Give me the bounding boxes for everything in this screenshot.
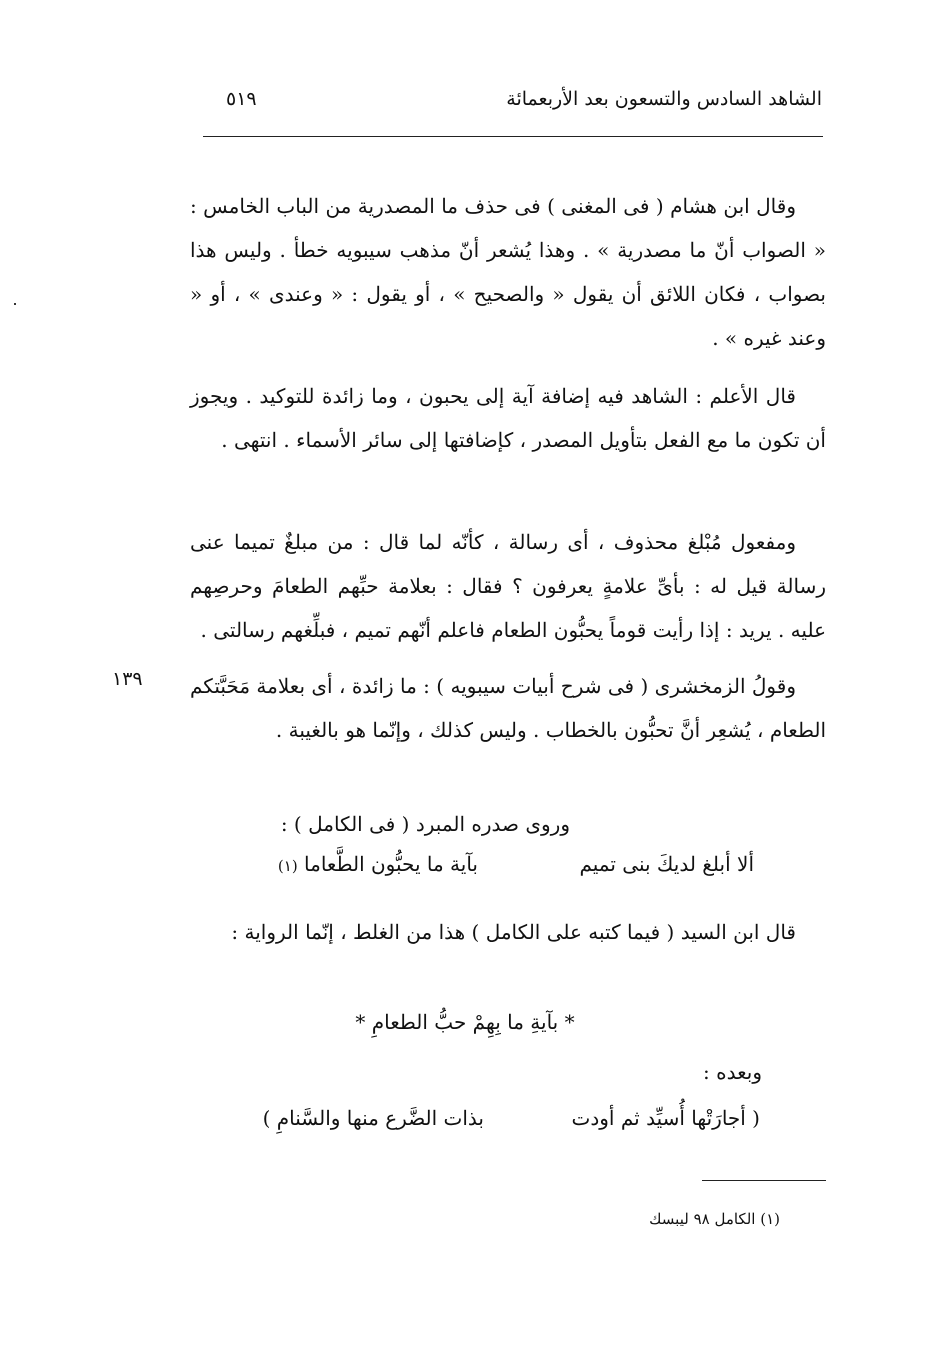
verse-hemistich-first: ألا أبلغ لديكَ بنى تميم <box>579 852 754 876</box>
footnote-marker: (١) <box>277 857 298 875</box>
verse-hemistich-second: بذات الضَّرع منها والسَّنامِ ) <box>262 1106 484 1130</box>
paragraph-mubligh <box>190 520 826 652</box>
footnote-divider <box>702 1180 826 1181</box>
paragraph-ibn-hisham <box>190 184 826 360</box>
paragraph-text: قال ابن السيد ( فيما كتبه على الكامل ) هذا من الغلط ، إنّما الرواية : <box>231 920 796 944</box>
header-divider <box>203 136 823 137</box>
scan-speck <box>14 303 16 305</box>
following-verse-intro: وبعده : <box>703 1060 762 1084</box>
page-number: ٥١٩ <box>226 88 257 110</box>
margin-reference-number: ١٣٩ <box>112 668 143 690</box>
paragraph-text: وقولُ الزمخشرى ( فى شرح أبيات سيبويه ) : ما زائدة ، أى بعلامة مَحَبَّتكم الطعام ، يُشعِر أنَّ تحبُّون بالخطاب . وليس كذلك ، وإنّما هو بالغيبة . <box>190 674 826 742</box>
running-header-title: الشاهد السادس والتسعون بعد الأربعمائة <box>506 88 822 110</box>
verse-hemistich-first: ( أجارَتْها أُسيِّد ثم أودت <box>571 1106 760 1130</box>
paragraph-ibn-sayyid <box>190 910 826 954</box>
correct-riwaya-verse: * بآيةِ ما بِهِمْ حبُّ الطعامِ * <box>355 1010 575 1034</box>
paragraph-text: ومفعول مُبْلغ محذوف ، أى رسالة ، كأنّه لما قال : من مبلغٌ تميما عنى رسالة قيل له : بأىِّ علامةٍ يعرفون ؟ فقال : بعلامة حبِّهم الطعامَ وحرصِهم عليه . يريد : إذا رأيت قوماً يحبُّون الطعام فاعلم أنّهم تميم ، فبلِّغهم رسالتى . <box>190 530 826 642</box>
mubarrad-intro-line: وروى صدره المبرد ( فى الكامل ) : <box>280 812 570 836</box>
paragraph-zamakhshari <box>190 664 826 752</box>
footnote: (١) الكامل ٩٨ ليبسك <box>649 1210 780 1228</box>
verse-hemistich-text: بآية ما يحبُّون الطَّعاما <box>304 852 478 876</box>
paragraph-text: قال الأعلم : الشاهد فيه إضافة آية إلى يحبون ، وما زائدة للتوكيد . ويجوز أن تكون ما مع الفعل بتأويل المصدر ، كإضافتها إلى سائر الأسماء . انتهى . <box>190 384 826 452</box>
verse-hemistich-second <box>278 852 478 876</box>
paragraph-text: وقال ابن هشام ( فى المغنى ) فى حذف ما المصدرية من الباب الخامس : « الصواب أنّ ما مصدرية » . وهذا يُشعر أنّ مذهب سيبويه خطأ . وليس هذا بصواب ، فكان اللائق أن يقول « والصحيح » ، أو يقول : « وعندى » ، أو « وعند غيره » . <box>190 194 826 350</box>
paragraph-alam <box>190 374 826 462</box>
